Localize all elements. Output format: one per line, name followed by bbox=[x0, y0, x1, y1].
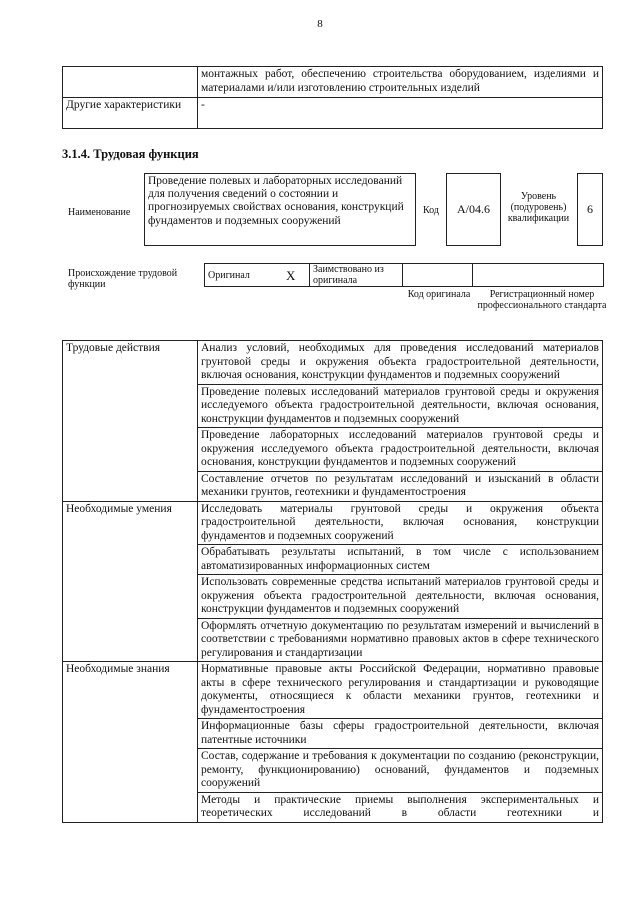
action-item: Проведение лабораторных исследований материалов грунтовой среды и окружения исследуемого объекта градостроительной деятельности, включая основания, конструкции фундаментов и подземных сооружений bbox=[198, 428, 603, 472]
knowledge-item: Нормативные правовые акты Российской Федерации, нормативно правовые акты в сфере технического регулирования и стандартизации и руководящие документы, относящиеся к области механики грунтов, геотехники и фундаментостроения bbox=[198, 662, 603, 719]
skill-item: Оформлять отчетную документацию по результатам измерений и вычислений в соответствии с требованиями нормативно правовых актов в сфере технического регулирования и стандартизации bbox=[198, 618, 603, 662]
skill-item: Исследовать материалы грунтовой среды и окружения объекта градостроительной деятельности, включая основания, конструкции фундаментов и подземных сооружений bbox=[198, 501, 603, 545]
other-characteristics-label: Другие характеристики bbox=[63, 98, 198, 129]
level-label: Уровень (подуровень) квалификации bbox=[507, 191, 570, 224]
action-item: Анализ условий, необходимых для проведения исследований материалов грунтовой среды и окружения объекта градостроительной деятельности, включая основания, конструкции фундаментов и подземных сооружений bbox=[198, 341, 603, 385]
table-row bbox=[63, 341, 603, 385]
reg-number-caption: Регистрационный номер профессионального стандарта bbox=[477, 289, 607, 311]
top-table bbox=[62, 66, 603, 129]
original-code-cell bbox=[403, 264, 473, 287]
top-table-empty-cell bbox=[63, 67, 198, 98]
action-item: Проведение полевых исследований материалов грунтовой среды и окружения исследуемого объекта градостроительной деятельности, включая основания, конструкции фундаментов и подземных сооружений bbox=[198, 384, 603, 428]
page-number: 8 bbox=[317, 18, 323, 30]
code-original-caption: Код оригинала bbox=[407, 289, 471, 300]
original-label: Оригинал bbox=[205, 264, 273, 287]
labor-function-table bbox=[62, 340, 603, 823]
function-name-box: Проведение полевых и лабораторных исследований для получения сведений о состоянии и прогнозируемых свойствах основания, конструкций фундаментов и подземных сооружений bbox=[144, 173, 416, 246]
function-code-box: А/04.6 bbox=[446, 173, 501, 246]
knowledge-item: Информационные базы сферы градостроительной деятельности, включая патентные источники bbox=[198, 719, 603, 749]
section-title: 3.1.4. Трудовая функция bbox=[62, 147, 199, 161]
code-label: Код bbox=[423, 205, 439, 216]
reg-number-cell bbox=[473, 264, 604, 287]
original-mark: X bbox=[273, 264, 310, 287]
top-table-row1-text: монтажных работ, обеспечению строительства оборудованием, изделиями и материалами и/или изготовлению строительных изделий bbox=[198, 67, 603, 98]
other-characteristics-value: - bbox=[198, 98, 603, 129]
table-row bbox=[63, 501, 603, 545]
origin-table bbox=[204, 263, 604, 287]
skills-label: Необходимые умения bbox=[63, 501, 198, 662]
knowledge-label: Необходимые знания bbox=[63, 662, 198, 823]
table-row bbox=[63, 662, 603, 719]
origin-label: Происхождение трудовой функции bbox=[68, 268, 178, 290]
name-label: Наименование bbox=[68, 207, 131, 218]
actions-label: Трудовые действия bbox=[63, 341, 198, 502]
borrowed-label: Заимствовано из оригинала bbox=[310, 264, 403, 287]
action-item: Составление отчетов по результатам исследований и изысканий в области механики грунтов, геотехники и фундаментостроения bbox=[198, 471, 603, 501]
knowledge-item: Методы и практические приемы выполнения экспериментальных и теоретических исследований в области геотехники и bbox=[198, 792, 603, 822]
skill-item: Использовать современные средства испытаний материалов грунтовой среды и окружения объекта градостроительной деятельности, включая основания, конструкции фундаментов и подземных сооружений bbox=[198, 575, 603, 619]
skill-item: Обрабатывать результаты испытаний, в том числе с использованием автоматизированных информационных систем bbox=[198, 545, 603, 575]
qualification-level-box: 6 bbox=[577, 173, 603, 246]
knowledge-item: Состав, содержание и требования к документации по созданию (реконструкции, ремонту, функционированию) оснований, фундаментов и подземных сооружений bbox=[198, 749, 603, 793]
